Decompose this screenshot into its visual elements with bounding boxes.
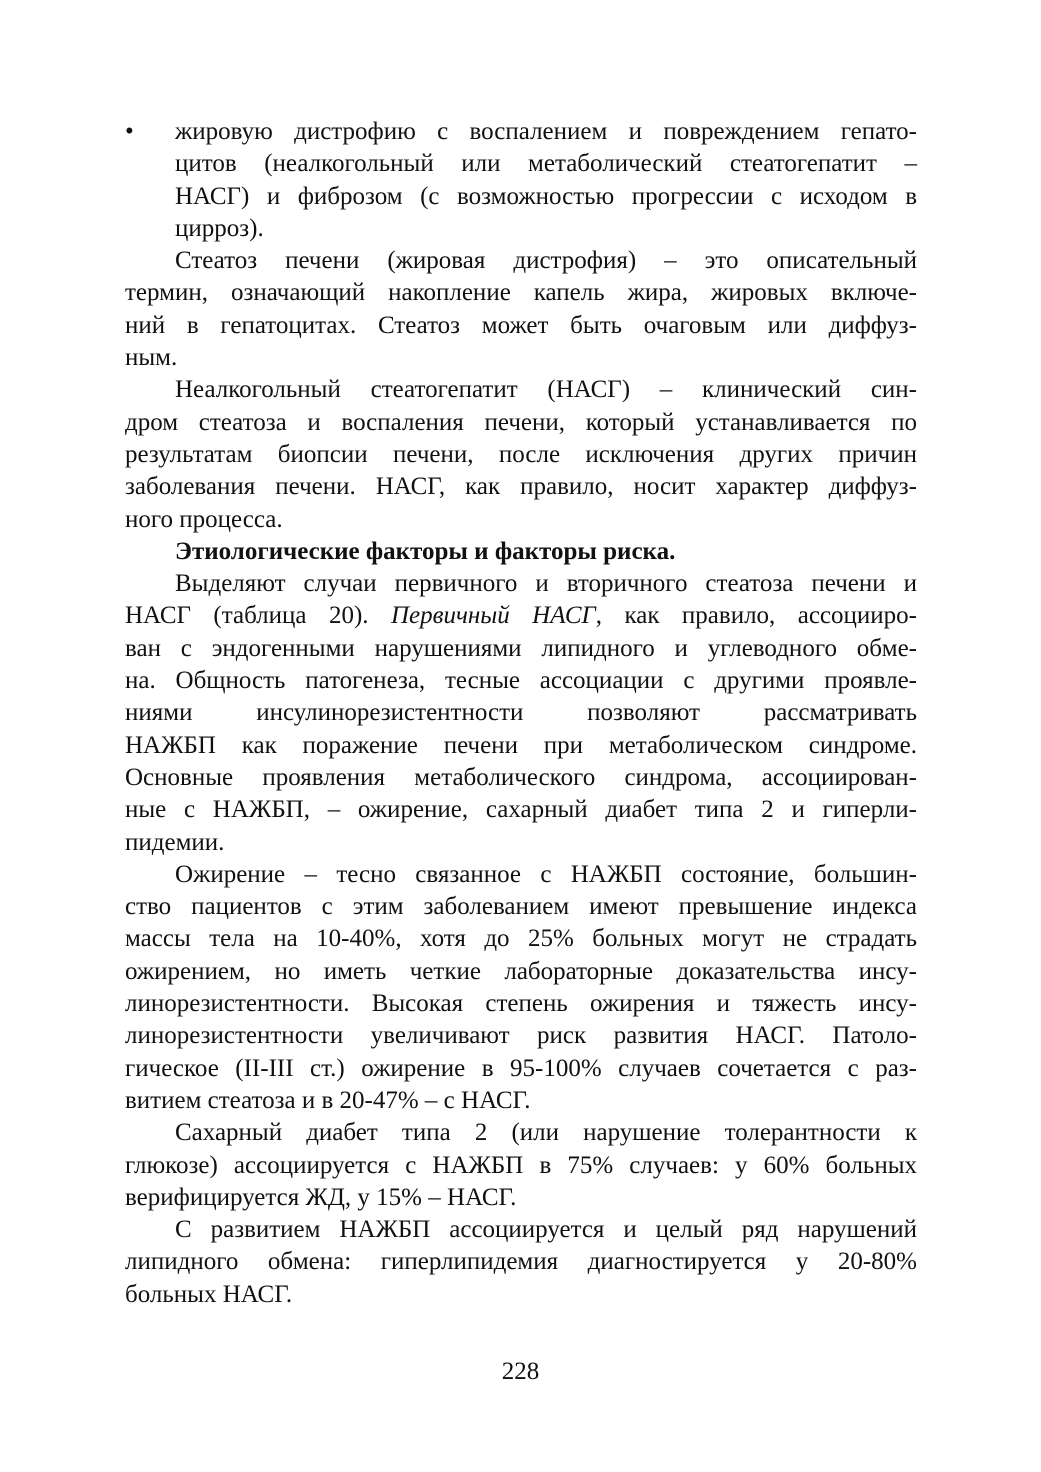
paragraph-line: ожирением, но иметь четкие лабораторные доказательства инсу- — [125, 957, 917, 985]
paragraph-line: ство пациентов с этим заболеванием имеют превышение индекса — [125, 893, 917, 921]
bullet-list-item — [125, 116, 917, 245]
text-run: НАСГ (таблица 20). — [125, 602, 391, 630]
paragraph-line: линорезистентности увеличивают риск развития НАСГ. Патоло- — [125, 1022, 917, 1050]
paragraph-line: Ожирение – тесно связанное с НАЖБП состояние, большин- — [175, 860, 917, 888]
section-heading: Этиологические факторы и факторы риска. — [175, 537, 676, 565]
paragraph-line: массы тела на 10-40%, хотя до 25% больных могут не страдать — [125, 925, 917, 953]
paragraph-line: заболевания печени. НАСГ, как правило, носит характер диффуз- — [125, 473, 917, 501]
paragraph-line: результатам биопсии печени, после исключения других причин — [125, 440, 917, 468]
paragraph-line: Неалкогольный стеатогепатит (НАСГ) – клинический син- — [175, 376, 917, 404]
page-number: 228 — [501, 1358, 540, 1385]
paragraph-obesity — [125, 859, 917, 1117]
paragraph-line: ниями инсулинорезистентности позволяют рассматривать — [125, 699, 917, 727]
paragraph-lipid — [125, 1214, 917, 1311]
paragraph-line: липидного обмена: гиперлипидемия диагностируется у 20-80% — [125, 1248, 917, 1276]
paragraph-line: Основные проявления метаболического синдрома, ассоциирован- — [125, 763, 917, 791]
bullet-text: жировую дистрофию с воспалением и повреждением гепато- — [175, 118, 917, 145]
paragraph-line: ного процесса. — [125, 505, 283, 533]
paragraph-line: ным. — [125, 344, 178, 372]
paragraph-line: витием стеатоза и в 20-47% – с НАСГ. — [125, 1086, 531, 1114]
paragraph-line: Стеатоз печени (жировая дистрофия) – это описательный — [175, 247, 917, 275]
paragraph-line: ний в гепатоцитах. Стеатоз может быть очаговым или диффуз- — [125, 311, 917, 339]
paragraph-line: Сахарный диабет типа 2 (или нарушение толерантности к — [175, 1119, 917, 1147]
bullet-line-2: цитов (неалкогольный или метаболический стеатогепатит – — [175, 150, 917, 178]
paragraph-line-mixed — [125, 600, 917, 632]
paragraph-line: больных НАСГ. — [125, 1280, 293, 1308]
paragraph-line: верифицируется ЖД, у 15% – НАСГ. — [125, 1183, 517, 1211]
bullet-symbol: • — [125, 118, 134, 145]
paragraph-line: пидемии. — [125, 828, 225, 856]
paragraph-line: на. Общность патогенеза, тесные ассоциации с другими проявле- — [125, 667, 917, 695]
paragraph-diabetes — [125, 1117, 917, 1214]
bullet-line-3: НАСГ) и фиброзом (с возможностью прогрессии с исходом в — [175, 182, 917, 210]
text-run: , как правило, ассоцииро- — [595, 602, 917, 630]
page-body — [125, 116, 917, 1311]
bullet-line-1 — [125, 116, 917, 148]
paragraph-nash — [125, 374, 917, 535]
paragraph-line: линорезистентности. Высокая степень ожирения и тяжесть инсу- — [125, 990, 917, 1018]
paragraph-line: гическое (II-III ст.) ожирение в 95-100% случаев сочетается с раз- — [125, 1054, 917, 1082]
italic-term: Первичный НАСГ — [390, 602, 596, 630]
paragraph-primary — [125, 568, 917, 859]
paragraph-line: Выделяют случаи первичного и вторичного стеатоза печени и — [175, 570, 917, 598]
paragraph-line: ные с НАЖБП, – ожирение, сахарный диабет типа 2 и гиперли- — [125, 796, 917, 824]
paragraph-line: глюкозе) ассоциируется с НАЖБП в 75% случаев: у 60% больных — [125, 1151, 917, 1179]
paragraph-steatosis — [125, 245, 917, 374]
paragraph-line: С развитием НАЖБП ассоциируется и целый ряд нарушений — [175, 1216, 917, 1244]
paragraph-line: термин, означающий накопление капель жира, жировых включе- — [125, 279, 917, 307]
paragraph-line: дром стеатоза и воспаления печени, который устанавливается по — [125, 408, 917, 436]
bullet-line-4: цирроз). — [175, 214, 264, 242]
paragraph-line: ван с эндогенными нарушениями липидного и углеводного обме- — [125, 634, 917, 662]
paragraph-line: НАЖБП как поражение печени при метаболическом синдроме. — [125, 731, 917, 759]
